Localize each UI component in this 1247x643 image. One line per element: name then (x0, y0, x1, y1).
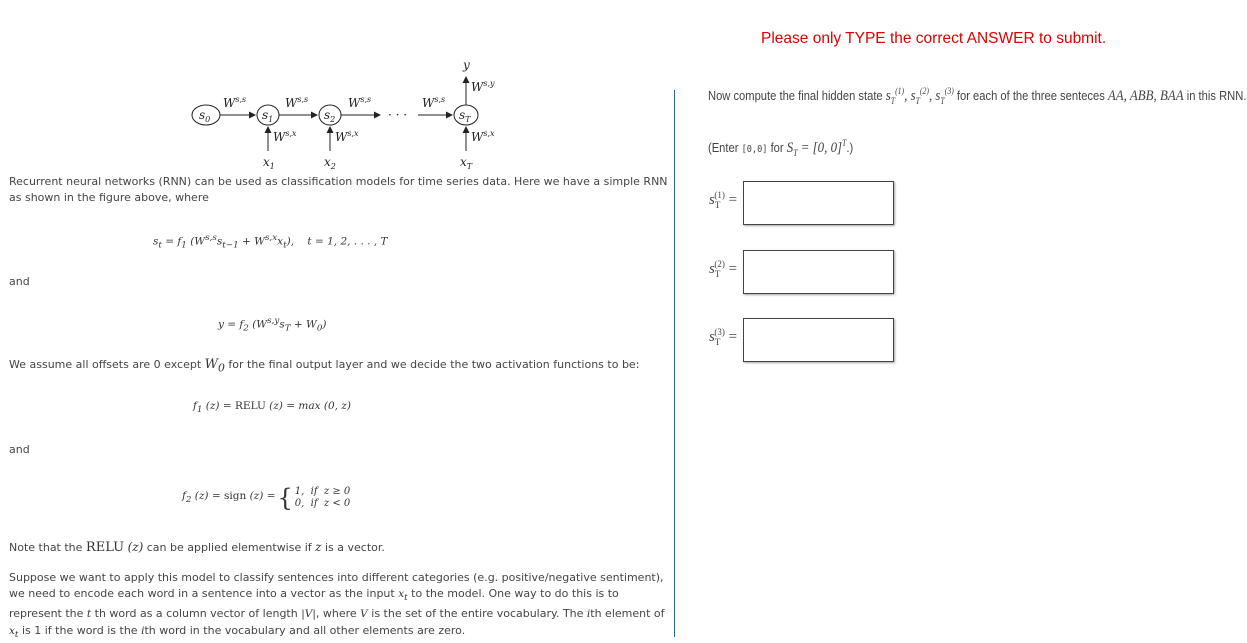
w-sx-label-3: W$^{s,x}$ (471, 129, 495, 144)
equation-output: $y = f_2$ $(W^{s,y}s_T + W_0)$ (218, 316, 327, 334)
y-label: y (463, 58, 470, 72)
answer-label-2: $s_T^{(2)}$ = (709, 259, 738, 279)
w-sy-label: W$^{s,y}$ (471, 79, 495, 94)
w-ss-label-2: W$^{s,s}$ (285, 95, 309, 110)
equation-relu: $f_1$ (z) = RELU (z) = max (0, z) (193, 400, 351, 416)
node-s2-label: $s_2$ (324, 108, 336, 124)
w-ss-label-3: W$^{s,s}$ (348, 95, 372, 110)
w-ss-label-4: W$^{s,s}$ (422, 95, 446, 110)
and-text-2: and (9, 443, 30, 456)
equation-hidden-state: $s_t = f_1$ $(W^{s,s}s_{t-1} + W^{s,x}x_t)$, t = 1, 2, . . . , T (153, 233, 388, 251)
question-text: Now compute the final hidden state $s_T^{(1)}$, $s_T^{(2)}$, $s_T^{(3)}$ for each of the three senteces AA, ABB, BAA in this RNN. (708, 86, 1247, 106)
answer-label-1: $s_T^{(1)}$ = (709, 190, 738, 210)
column-divider (674, 90, 675, 637)
node-s1-label: $s_1$ (262, 108, 274, 124)
xT-label: $x_T$ (460, 155, 473, 171)
answer-label-3: $s_T^{(3)}$ = (709, 327, 738, 347)
submit-notice: Please only TYPE the correct ANSWER to submit. (761, 30, 1107, 47)
node-sT-label: $s_T$ (459, 108, 471, 124)
answer-input-3[interactable] (743, 318, 894, 362)
rnn-diagram (180, 55, 520, 175)
w-sx-label-2: W$^{s,x}$ (335, 129, 359, 144)
hint-text: (Enter [0,0] for $S_T = [0$, 0]$^T$.) (708, 138, 854, 158)
relu-note: Note that the RELU (z) can be applied elementwise if z is a vector. (9, 540, 385, 555)
w-sx-label-1: W$^{s,x}$ (273, 129, 297, 144)
node-s0-label: $s_0$ (199, 108, 211, 124)
equation-sign: $f_2$ (z) = sign (z) = { 1, if z ≥ 0 0, if z < 0 (182, 484, 351, 512)
and-text-1: and (9, 275, 30, 288)
x1-label: $x_1$ (263, 155, 275, 171)
answer-input-1[interactable] (743, 181, 894, 225)
diagram-dots: · · · (388, 108, 408, 122)
intro-paragraph: Recurrent neural networks (RNN) can be used as classification models for time series data. Here we have a simple RNN as shown in the figure above, where (9, 175, 668, 204)
encoding-paragraph: Suppose we want to apply this model to classify sentences into different categories (e.g. positive/negative sentiment), we need to encode each word in a sentence into a vector as the input $x_t$ to the model. One way to do this is to represent the t th word as a column vector of length |V|, where V is the set of the entire vocabulary. The ith element of $x_t$ is 1 if the word is the ith word in the vocabulary and all other elements are zero. (9, 571, 665, 640)
x2-label: $x_2$ (324, 155, 336, 171)
offsets-paragraph: We assume all offsets are 0 except $W_0$ for the final output layer and we decide the two activation functions to be: (9, 357, 640, 375)
answer-input-2[interactable] (743, 250, 894, 294)
w-ss-label-1: W$^{s,s}$ (223, 95, 247, 110)
